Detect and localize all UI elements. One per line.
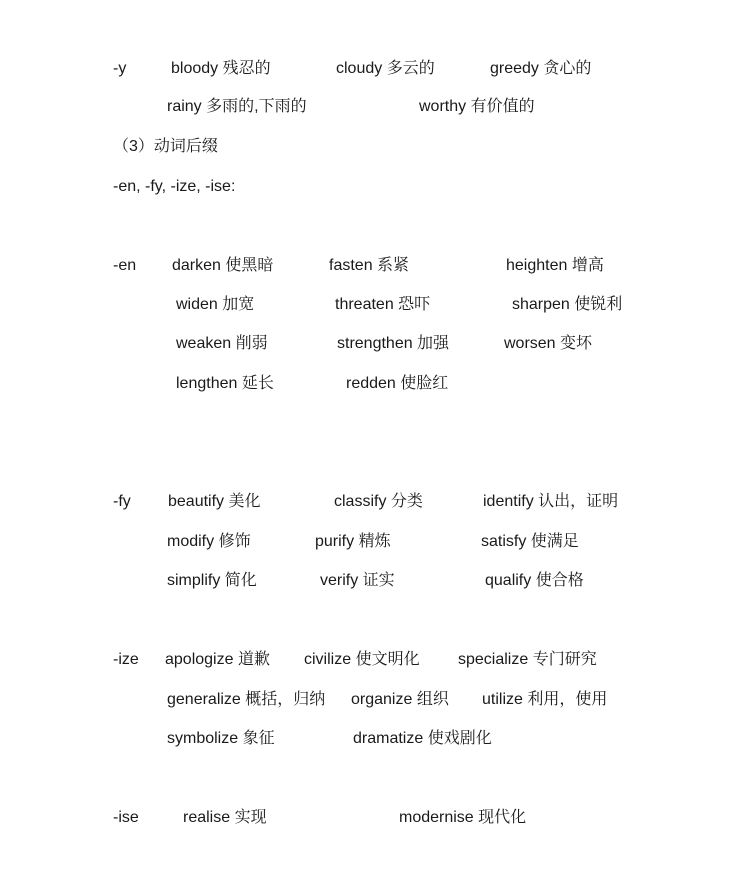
word-entry: simplify 简化 [167,572,257,589]
word-entry: purify 精炼 [315,533,391,550]
suffix-label-y: -y [113,60,127,77]
section-heading: （3）动词后缀 [113,138,218,155]
word-entry: beautify 美化 [168,493,261,510]
word-entry: sharpen 使锐利 [512,296,623,313]
word-entry: rainy 多雨的,下雨的 [167,98,307,115]
word-entry: strengthen 加强 [337,335,450,352]
word-entry: bloody 残忍的 [171,60,271,77]
word-entry: generalize 概括，归纳 [167,691,326,708]
word-entry: satisfy 使满足 [481,533,579,550]
suffix-label-ize: -ize [113,651,139,668]
word-entry: fasten 系紧 [329,257,410,274]
word-entry: civilize 使文明化 [304,651,420,668]
word-entry: worthy 有价值的 [419,98,535,115]
word-entry: threaten 恐吓 [335,296,431,313]
suffix-list: -en, -fy, -ize, -ise: [113,178,236,195]
word-entry: modify 修饰 [167,533,251,550]
word-entry: weaken 削弱 [176,335,268,352]
word-entry: qualify 使合格 [485,572,584,589]
word-entry: darken 使黑暗 [172,257,274,274]
word-entry: verify 证实 [320,572,395,589]
word-entry: apologize 道歉 [165,651,270,668]
word-entry: widen 加宽 [176,296,255,313]
word-entry: heighten 增高 [506,257,604,274]
word-entry: symbolize 象征 [167,730,275,747]
suffix-label-fy: -fy [113,493,131,510]
word-entry: identify 认出，证明 [483,493,619,510]
word-entry: greedy 贪心的 [490,60,592,77]
word-entry: organize 组织 [351,691,449,708]
word-entry: cloudy 多云的 [336,60,435,77]
suffix-label-en: -en [113,257,137,274]
word-entry: specialize 专门研究 [458,651,597,668]
suffix-label-ise: -ise [113,809,139,826]
word-entry: realise 实现 [183,809,267,826]
word-entry: dramatize 使戏剧化 [353,730,492,747]
word-entry: redden 使脸红 [346,375,449,392]
word-entry: worsen 变坏 [504,335,593,352]
word-entry: modernise 现代化 [399,809,527,826]
word-entry: utilize 利用，使用 [482,691,608,708]
word-entry: classify 分类 [334,493,423,510]
word-entry: lengthen 延长 [176,375,274,392]
